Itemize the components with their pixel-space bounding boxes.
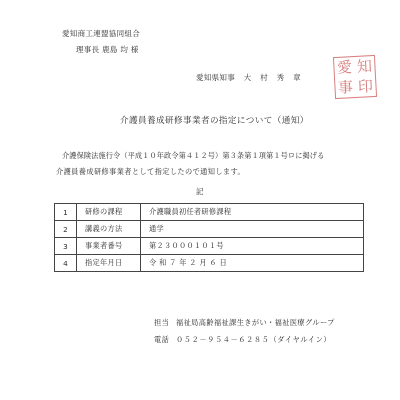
row-value: 第２３０００１０１号 bbox=[141, 238, 364, 255]
phone-label: 電話 bbox=[154, 335, 170, 344]
row-value: 令 和 ７ 年 ２ 月 ６ 日 bbox=[141, 255, 364, 272]
seal-char: 印 bbox=[357, 76, 374, 96]
ki-heading: 記 bbox=[196, 187, 204, 196]
table-row bbox=[55, 221, 364, 238]
phone-value: ０５２－９５４－６２８５（ダイヤルイン） bbox=[176, 335, 332, 344]
charge-value: 福祉局高齢福祉課生きがい・福祉医療グループ bbox=[176, 318, 335, 327]
sender-name: 愛知県知事 大 村 秀 章 bbox=[196, 73, 301, 82]
row-number: 1 bbox=[55, 204, 77, 221]
row-number: 3 bbox=[55, 238, 77, 255]
official-seal bbox=[333, 55, 377, 99]
row-label: 講義の方法 bbox=[77, 221, 141, 238]
recipient-org: 愛知商工連盟協同組合 bbox=[62, 29, 140, 38]
seal-char: 知 bbox=[356, 56, 373, 76]
table-row bbox=[55, 255, 364, 272]
body-line-1: 介護保険法施行令（平成１０年政令第４１２号）第３条第１項第１号ロに掲げる bbox=[62, 151, 325, 160]
row-value: 介護職員初任者研修課程 bbox=[141, 204, 364, 221]
row-label: 研修の課程 bbox=[77, 204, 141, 221]
body-line-2: 介護員養成研修事業者として指定したので通知します。 bbox=[56, 167, 246, 176]
table-row bbox=[55, 238, 364, 255]
row-label: 指定年月日 bbox=[77, 255, 141, 272]
seal-char: 愛 bbox=[336, 57, 353, 77]
row-value: 通学 bbox=[141, 221, 364, 238]
row-number: 2 bbox=[55, 221, 77, 238]
charge-label: 担当 bbox=[154, 318, 170, 327]
recipient-person: 理事長 鹿島 均 様 bbox=[76, 45, 139, 54]
record-table bbox=[54, 203, 364, 272]
table-row bbox=[55, 204, 364, 221]
row-label: 事業者番号 bbox=[77, 238, 141, 255]
row-number: 4 bbox=[55, 255, 77, 272]
seal-char: 事 bbox=[337, 77, 354, 97]
document-title: 介護員養成研修事業者の指定について（通知） bbox=[120, 116, 309, 126]
